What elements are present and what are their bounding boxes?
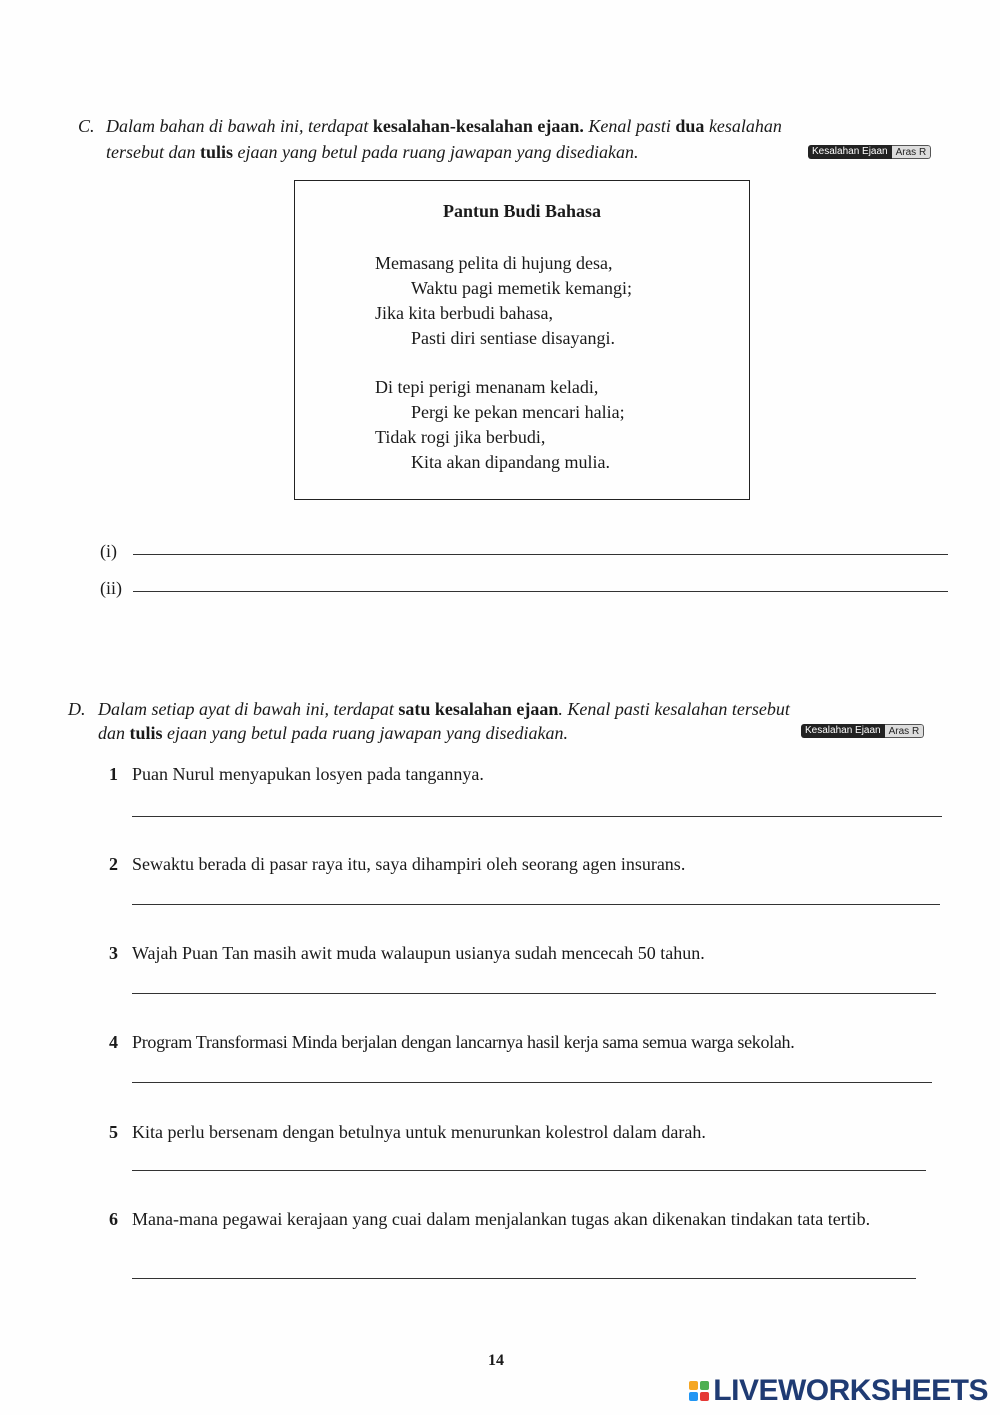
- poem-box: [294, 180, 750, 500]
- answer-label-i: (i): [100, 541, 117, 561]
- question-text: Sewaktu berada di pasar raya itu, saya dihampiri oleh seorang agen insurans.: [132, 854, 686, 874]
- section-c-instr-p2: Kenal pasti: [588, 116, 671, 136]
- section-d-instr-b2: tulis: [129, 723, 163, 743]
- liveworksheets-logo-icon: [689, 1381, 709, 1401]
- section-c-instr-l2-p2: ejaan yang betul pada ruang jawapan yang disediakan.: [237, 142, 639, 162]
- answer-label-ii: (ii): [100, 578, 122, 598]
- poem-line: Memasang pelita di hujung desa,: [375, 253, 613, 273]
- poem-title: Pantun Budi Bahasa: [442, 201, 602, 221]
- poem-line: Pasti diri sentiase disayangi.: [411, 328, 615, 348]
- section-c-tag-level: Aras R: [892, 145, 932, 159]
- question-number: 5: [109, 1122, 118, 1142]
- question-number: 4: [109, 1032, 118, 1052]
- section-d-label: D.: [68, 699, 86, 719]
- section-c-instr-p1: Dalam bahan di bawah ini, terdapat: [106, 116, 369, 136]
- question-text: Wajah Puan Tan masih awit muda walaupun usianya sudah mencecah 50 tahun.: [132, 943, 705, 963]
- question-answer-line[interactable]: [132, 904, 940, 905]
- question-answer-line[interactable]: [132, 1082, 932, 1083]
- question-text: Mana-mana pegawai kerajaan yang cuai dalam menjalankan tugas akan dikenakan tindakan tata tertib.: [132, 1209, 871, 1229]
- poem-line: Kita akan dipandang mulia.: [411, 452, 610, 472]
- liveworksheets-brand[interactable]: [689, 1374, 988, 1408]
- section-c-instr-b2: dua: [675, 116, 705, 136]
- section-c-label: C.: [78, 116, 95, 136]
- section-d-instr-l2-p1: dan: [98, 723, 125, 743]
- answer-line-ii[interactable]: [133, 591, 948, 592]
- question-number: 1: [109, 764, 118, 784]
- brand-name: LIVEWORKSHEETS: [713, 1374, 988, 1407]
- question-answer-line[interactable]: [132, 993, 936, 994]
- answer-line-i[interactable]: [133, 554, 948, 555]
- section-d-instr-p1: Dalam setiap ayat di bawah ini, terdapat: [98, 699, 394, 719]
- question-answer-line[interactable]: [132, 816, 942, 817]
- answer-input-i[interactable]: [133, 530, 952, 552]
- question-text: Program Transformasi Minda berjalan dengan lancarnya hasil kerja sama semua warga sekolah.: [132, 1032, 795, 1052]
- section-d-instruction: [68, 696, 948, 750]
- poem-line: Waktu pagi memetik kemangi;: [411, 278, 632, 298]
- section-c-instr-b1: kesalahan-kesalahan ejaan.: [372, 116, 584, 136]
- poem-line: Di tepi perigi menanam keladi,: [375, 377, 599, 397]
- answer-input-ii[interactable]: [133, 567, 952, 589]
- question-answer-line[interactable]: [132, 1278, 916, 1279]
- section-d-tag: [801, 724, 924, 738]
- poem-line: Jika kita berbudi bahasa,: [375, 303, 553, 323]
- section-d-instr-p2: . Kenal pasti kesalahan tersebut: [558, 699, 790, 719]
- question-answer-line[interactable]: [132, 1170, 926, 1171]
- section-d-instr-b1: satu kesalahan ejaan: [398, 699, 559, 719]
- section-c-instr-p3: kesalahan: [708, 116, 782, 136]
- section-c-tag-label: Kesalahan Ejaan: [808, 145, 892, 159]
- section-c-instr-l2-p1: tersebut dan: [106, 142, 196, 162]
- section-c-tag: [808, 145, 931, 159]
- question-text: Kita perlu bersenam dengan betulnya untuk menurunkan kolestrol dalam darah.: [132, 1122, 706, 1142]
- poem-line: Tidak rogi jika berbudi,: [375, 427, 546, 447]
- question-number: 6: [109, 1209, 118, 1229]
- question-text: Puan Nurul menyapukan losyen pada tangannya.: [132, 764, 484, 784]
- section-c-instr-b3: tulis: [200, 142, 234, 162]
- question-number: 3: [109, 943, 118, 963]
- poem-line: Pergi ke pekan mencari halia;: [411, 402, 625, 422]
- section-d-tag-label: Kesalahan Ejaan: [801, 724, 885, 738]
- section-d-tag-level: Aras R: [885, 724, 925, 738]
- page-number: 14: [488, 1352, 504, 1369]
- section-d-instr-l2-p2: ejaan yang betul pada ruang jawapan yang disediakan.: [167, 723, 568, 743]
- question-number: 2: [109, 854, 118, 874]
